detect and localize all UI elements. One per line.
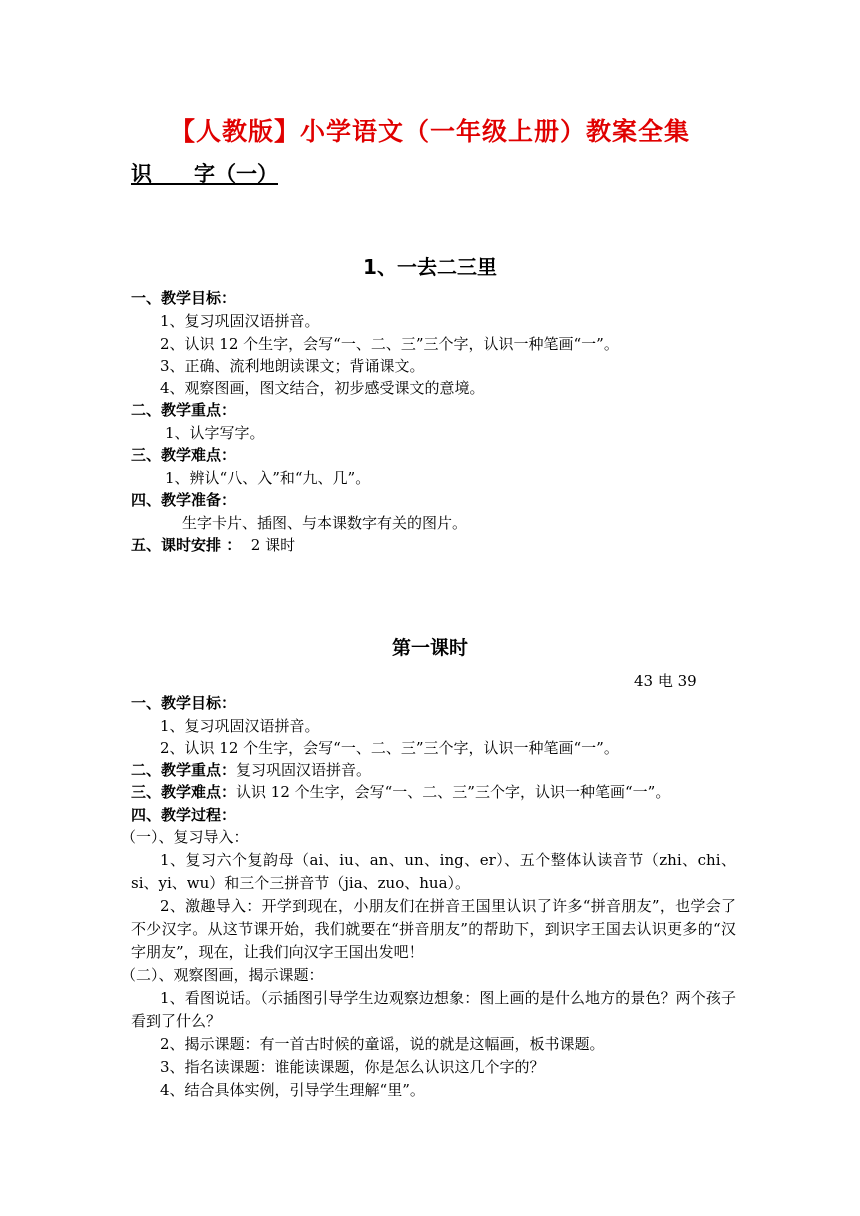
part2-item: 4、结合具体实例，引导学生理解“里”。 (160, 1081, 425, 1099)
part2-item: 3、指名读课题：谁能读课题，你是怎么认识这几个字的？ (160, 1058, 545, 1076)
part2-item: 2、揭示课题：有一首古时候的童谣，说的就是这幅画，板书课题。 (160, 1035, 605, 1053)
period-goal-item: 1、复习巩固汉语拼音。 (160, 717, 320, 735)
difficulty-heading: 三、教学难点： (131, 446, 237, 464)
document-title: 【人教版】小学语文（一年级上册）教案全集 (169, 117, 690, 146)
period-key-row (131, 759, 371, 781)
difficulty-item: 1、辨认“八、入”和“九、几”。 (165, 469, 371, 487)
goal-item: 3、正确、流利地朗读课文；背诵课文。 (160, 357, 425, 375)
period-note: 43 电 39 (634, 672, 697, 690)
schedule-heading: 五、课时安排 ： (131, 536, 242, 554)
period-difficulty-value: 认识 12 个生字，会写“一、二、三”三个字，认识一种笔画“一”。 (236, 783, 671, 801)
schedule-value: 2 课时 (250, 536, 296, 554)
goals-heading: 一、教学目标： (131, 289, 237, 307)
goal-item: 4、观察图画，图文结合，初步感受课文的意境。 (160, 379, 485, 397)
part1-paragraph: 1、复习六个复韵母（ai、iu、an、un、ing、er）、五个整体认读音节（zhi、chi、si、yi、wu）和三个三拼音节（jia、zuo、hua）。 (131, 851, 736, 892)
period-key-value: 复习巩固汉语拼音。 (236, 761, 372, 779)
part2-heading: （二）、观察图画，揭示课题： (121, 966, 324, 984)
period-key-heading: 二、教学重点： (131, 761, 237, 779)
unit-title: 识 字（一） (131, 162, 278, 186)
process-heading: 四、教学过程： (131, 806, 237, 824)
lesson-title: 1、一去二三里 (363, 255, 497, 279)
part1-heading: （一）、复习导入： (121, 828, 249, 846)
key-heading: 二、教学重点： (131, 401, 237, 419)
key-item: 1、认字写字。 (165, 424, 265, 442)
prep-heading: 四、教学准备： (131, 491, 237, 509)
period-title: 第一课时 (391, 637, 468, 659)
period-goal-item: 2、认识 12 个生字，会写“一、二、三”三个字，认识一种笔画“一”。 (160, 739, 619, 757)
goal-item: 1、复习巩固汉语拼音。 (160, 312, 320, 330)
prep-item: 生字卡片、插图、与本课数字有关的图片。 (182, 514, 468, 532)
schedule-row (131, 534, 295, 556)
period-goals-heading: 一、教学目标： (131, 694, 237, 712)
period-difficulty-row (131, 781, 670, 803)
part1-paragraph: 2、激趣导入：开学到现在，小朋友们在拼音王国里认识了许多“拼音朋友”，也学会了不少汉字。从这节课开始，我们就要在“拼音朋友”的帮助下，到识字王国去认识更多的“汉字朋友”，现在，让我们向汉字王国出发吧！ (131, 897, 736, 961)
period-difficulty-heading: 三、教学难点： (131, 783, 237, 801)
part2-paragraph: 1、看图说话。（示插图引导学生边观察边想象：图上画的是什么地方的景色？两个孩子看到了什么？ (131, 989, 736, 1030)
goal-item: 2、认识 12 个生字，会写“一、二、三”三个字，认识一种笔画“一”。 (160, 335, 619, 353)
